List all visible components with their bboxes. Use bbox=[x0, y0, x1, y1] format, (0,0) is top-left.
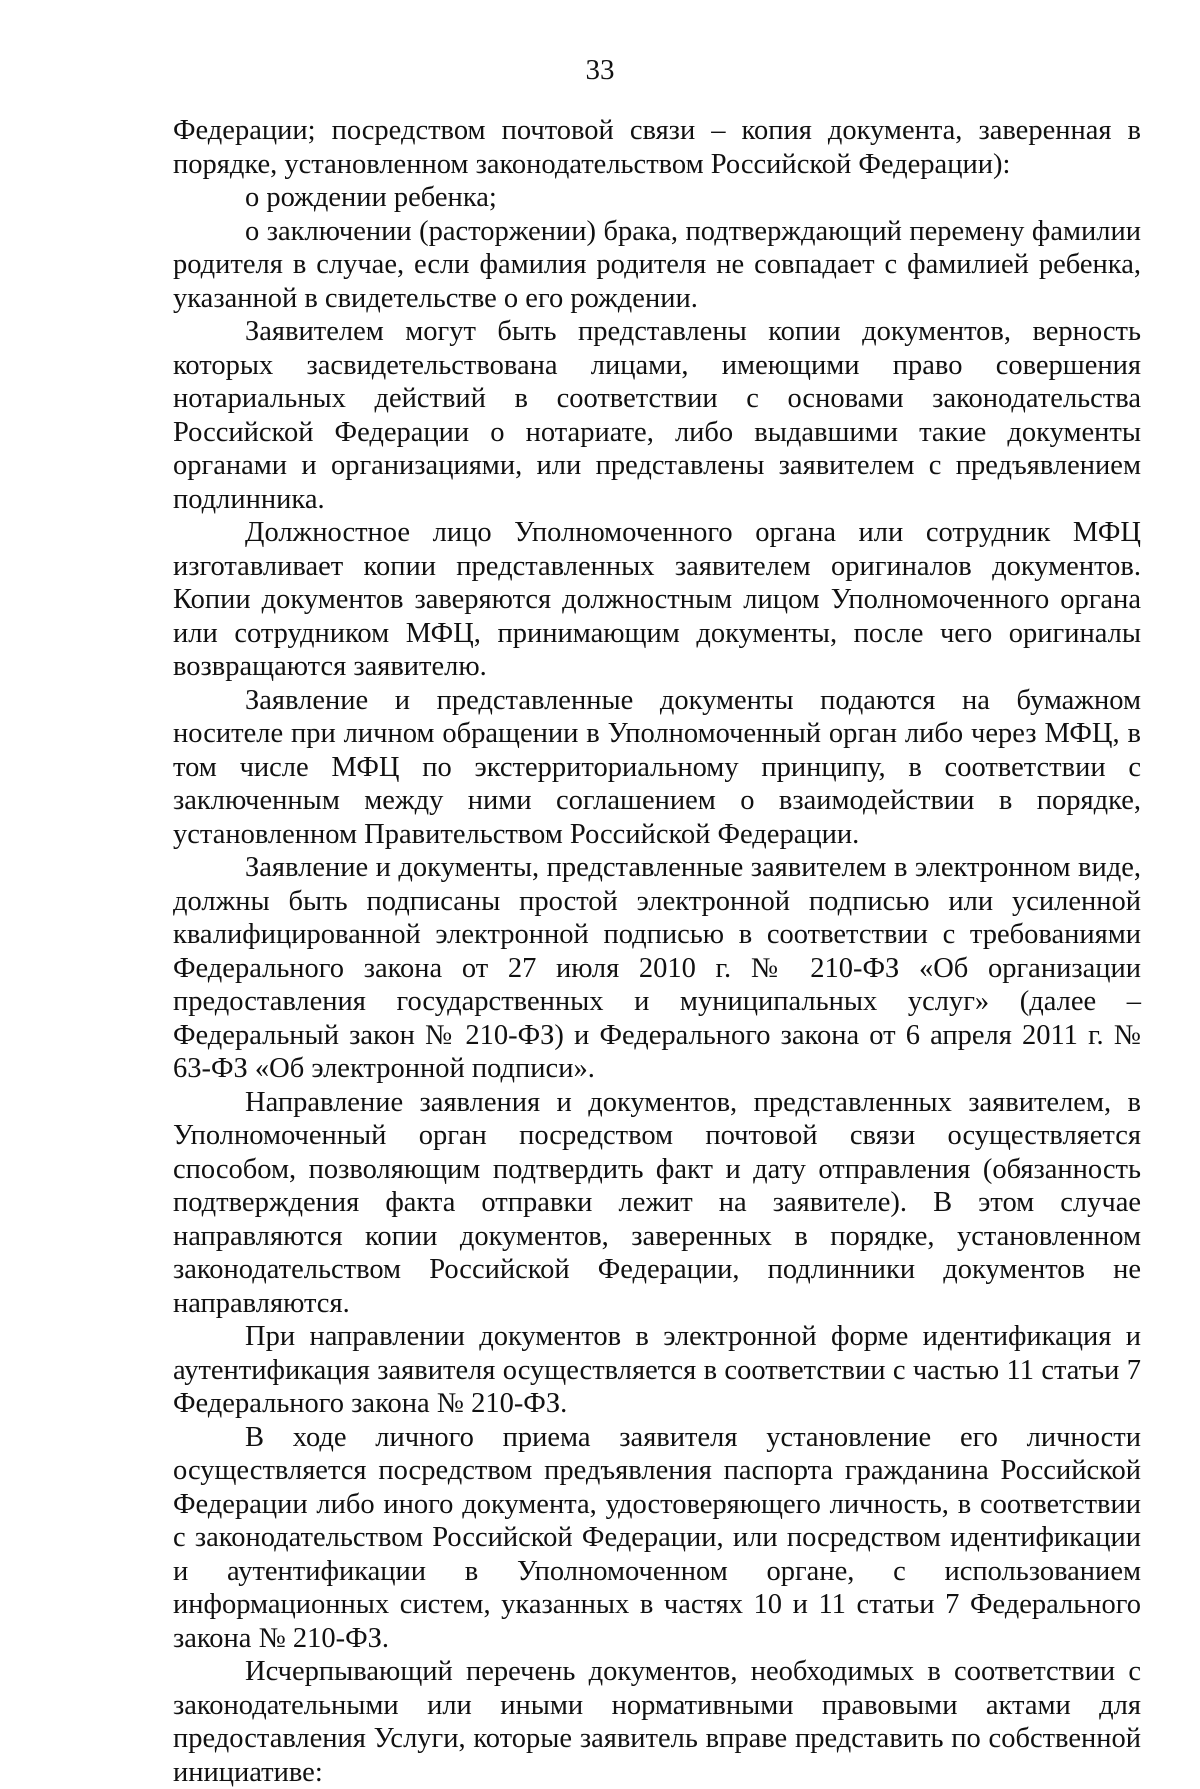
paragraph-paper-submission: Заявление и представленные документы подаются на бумажном носителе при личном обращении в Уполномоченный орган либо через МФЦ, в том числе МФЦ по экстерриториальному принципу, в соответствии с заключенным между ними соглашением о взаимодействии в порядке, установленном Правительством Российской Федерации. bbox=[173, 684, 1141, 850]
paragraph-electronic-identification: При направлении документов в электронной форме идентификация и аутентификация заявителя осуществляется в соответствии с частью 11 статьи 7 Федерального закона № 210-ФЗ. bbox=[173, 1321, 1141, 1419]
paragraph-continuation: Федерации; посредством почтовой связи – копия документа, заверенная в порядке, установленном законодательством Российской Федерации): bbox=[173, 115, 1141, 180]
paragraph-mfc-copies: Должностное лицо Уполномоченного органа или сотрудник МФЦ изготавливает копии представленных заявителем оригиналов документов. Копии документов заверяются должностным лицом Уполномоченного органа или сотрудником МФЦ, принимающим документы, после чего оригиналы возвращаются заявителю. bbox=[173, 517, 1141, 682]
paragraph-electronic-signature: Заявление и документы, представленные заявителем в электронном виде, должны быть подписаны простой электронной подписью или усиленной квалифицированной электронной подписью в соответствии с требованиями Федерального закона от 27 июля 2010 г. № 210-ФЗ «Об организации предоставления государственных и муниципальных услуг» (далее – Федеральный закон № 210-ФЗ) и Федерального закона от 6 апреля 2011 г. № 63-ФЗ «Об электронной подписи». bbox=[173, 852, 1141, 1084]
paragraph-personal-reception: В ходе личного приема заявителя установление его личности осуществляется посредством предъявления паспорта гражданина Российской Федерации либо иного документа, удостоверяющего личность, в соответствии с законодательством Российской Федерации, или посредством идентификации и аутентификации в Уполномоченном органе, с использованием информационных систем, указанных в частях 10 и 11 статьи 7 Федерального закона № 210-ФЗ. bbox=[173, 1421, 1141, 1654]
list-item-marriage: о заключении (расторжении) брака, подтверждающий перемену фамилии родителя в случае, если фамилия родителя не совпадает с фамилией ребенка, указанной в свидетельстве о его рождении. bbox=[173, 215, 1141, 314]
page-number: 33 bbox=[585, 54, 615, 86]
paragraph-postal-submission: Направление заявления и документов, представленных заявителем, в Уполномоченный орган посредством почтовой связи осуществляется способом, позволяющим подтвердить факт и дату отправления (обязанность подтверждения факта отправки лежит на заявителе). В этом случае направляются копии документов, заверенных в порядке, установленном законодательством Российской Федерации, подлинники документов не направляются. bbox=[173, 1086, 1141, 1319]
list-item-birth: о рождении ребенка; bbox=[245, 182, 497, 213]
document-body bbox=[173, 114, 1141, 1789]
paragraph-document-list-intro: Исчерпывающий перечень документов, необходимых в соответствии с законодательными или иными нормативными правовыми актами для предоставления Услуги, которые заявитель вправе представить по собственной инициативе: bbox=[173, 1656, 1141, 1788]
paragraph-certified-copies: Заявителем могут быть представлены копии документов, верность которых засвидетельствована лицами, имеющими право совершения нотариальных действий в соответствии с основами законодательства Российской Федерации о нотариате, либо выдавшими такие документы органами и организациями, или представлены заявителем с предъявлением подлинника. bbox=[173, 316, 1141, 515]
